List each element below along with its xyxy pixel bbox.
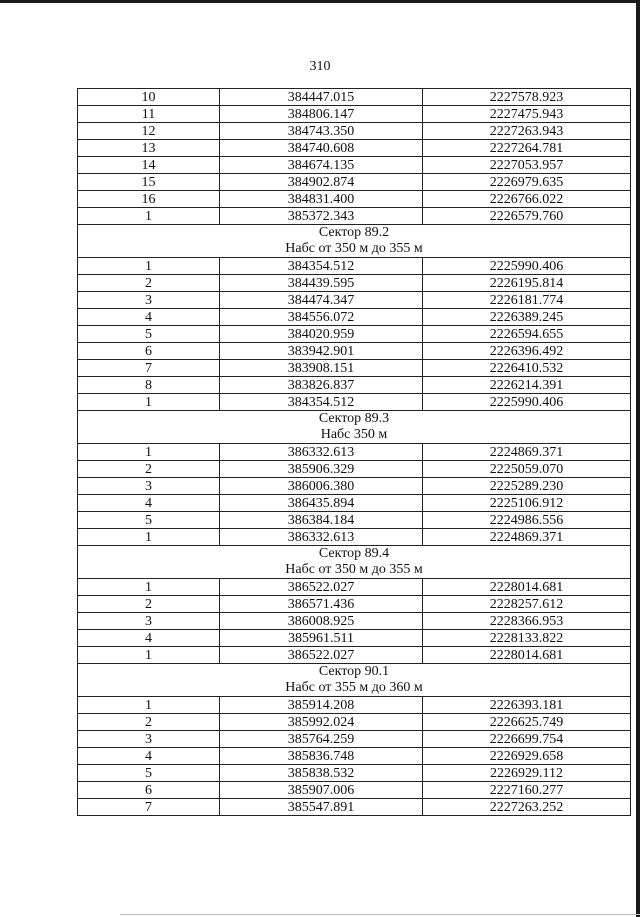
x-coordinate-cell: 384354.512 [220, 258, 423, 275]
x-coordinate-cell: 386522.027 [220, 579, 423, 596]
x-coordinate-cell: 383942.901 [220, 343, 423, 360]
page-number: 310 [309, 59, 331, 74]
section-header-row [78, 664, 631, 697]
y-coordinate-cell: 2226214.391 [423, 377, 631, 394]
point-number-cell: 3 [78, 731, 220, 748]
x-coordinate-cell: 385838.532 [220, 765, 423, 782]
table-row [78, 461, 631, 478]
point-number-cell: 8 [78, 377, 220, 394]
point-number-cell: 4 [78, 495, 220, 512]
y-coordinate-cell: 2226929.112 [423, 765, 631, 782]
table-row [78, 714, 631, 731]
point-number-cell: 5 [78, 326, 220, 343]
x-coordinate-cell: 384902.874 [220, 174, 423, 191]
point-number-cell: 14 [78, 157, 220, 174]
table-row [78, 647, 631, 664]
x-coordinate-cell: 384740.608 [220, 140, 423, 157]
x-coordinate-cell: 385547.891 [220, 799, 423, 816]
table-row [78, 444, 631, 461]
point-number-cell: 4 [78, 309, 220, 326]
table-row [78, 529, 631, 546]
point-number-cell: 1 [78, 697, 220, 714]
x-coordinate-cell: 385907.006 [220, 782, 423, 799]
x-coordinate-cell: 386332.613 [220, 529, 423, 546]
point-number-cell: 13 [78, 140, 220, 157]
y-coordinate-cell: 2226594.655 [423, 326, 631, 343]
point-number-cell: 7 [78, 360, 220, 377]
point-number-cell: 10 [78, 89, 220, 106]
point-number-cell: 1 [78, 579, 220, 596]
scan-border-top [0, 0, 640, 3]
coordinates-table [77, 88, 631, 816]
table-row [78, 495, 631, 512]
x-coordinate-cell: 384556.072 [220, 309, 423, 326]
y-coordinate-cell: 2228014.681 [423, 579, 631, 596]
y-coordinate-cell: 2226929.658 [423, 748, 631, 765]
table-row [78, 157, 631, 174]
point-number-cell: 4 [78, 630, 220, 647]
x-coordinate-cell: 386435.894 [220, 495, 423, 512]
y-coordinate-cell: 2225990.406 [423, 394, 631, 411]
x-coordinate-cell: 383908.151 [220, 360, 423, 377]
x-coordinate-cell: 386008.925 [220, 613, 423, 630]
x-coordinate-cell: 384674.135 [220, 157, 423, 174]
point-number-cell: 6 [78, 343, 220, 360]
point-number-cell: 1 [78, 208, 220, 225]
point-number-cell: 2 [78, 461, 220, 478]
y-coordinate-cell: 2225990.406 [423, 258, 631, 275]
x-coordinate-cell: 384447.015 [220, 89, 423, 106]
table-row [78, 377, 631, 394]
y-coordinate-cell: 2224869.371 [423, 444, 631, 461]
x-coordinate-cell: 384831.400 [220, 191, 423, 208]
scan-border-right [636, 0, 640, 917]
y-coordinate-cell: 2226766.022 [423, 191, 631, 208]
table-row [78, 89, 631, 106]
y-coordinate-cell: 2226625.749 [423, 714, 631, 731]
table-row [78, 596, 631, 613]
point-number-cell: 1 [78, 529, 220, 546]
point-number-cell: 3 [78, 292, 220, 309]
x-coordinate-cell: 383826.837 [220, 377, 423, 394]
point-number-cell: 15 [78, 174, 220, 191]
y-coordinate-cell: 2226979.635 [423, 174, 631, 191]
x-coordinate-cell: 384354.512 [220, 394, 423, 411]
table-row [78, 748, 631, 765]
y-coordinate-cell: 2225059.070 [423, 461, 631, 478]
y-coordinate-cell: 2228366.953 [423, 613, 631, 630]
y-coordinate-cell: 2227053.957 [423, 157, 631, 174]
y-coordinate-cell: 2227263.943 [423, 123, 631, 140]
x-coordinate-cell: 384439.595 [220, 275, 423, 292]
section-header-row [78, 225, 631, 258]
table-row [78, 394, 631, 411]
coordinates-table-body [78, 89, 631, 816]
y-coordinate-cell: 2224986.556 [423, 512, 631, 529]
x-coordinate-cell: 384743.350 [220, 123, 423, 140]
point-number-cell: 1 [78, 647, 220, 664]
scan-border-bottom [120, 914, 640, 915]
y-coordinate-cell: 2227160.277 [423, 782, 631, 799]
table-row [78, 309, 631, 326]
section-header-row [78, 411, 631, 444]
table-row [78, 799, 631, 816]
table-row [78, 731, 631, 748]
x-coordinate-cell: 386006.380 [220, 478, 423, 495]
point-number-cell: 7 [78, 799, 220, 816]
table-row [78, 512, 631, 529]
y-coordinate-cell: 2226181.774 [423, 292, 631, 309]
point-number-cell: 1 [78, 394, 220, 411]
table-row [78, 579, 631, 596]
point-number-cell: 1 [78, 258, 220, 275]
section-header-cell [78, 664, 631, 697]
point-number-cell: 5 [78, 512, 220, 529]
y-coordinate-cell: 2225106.912 [423, 495, 631, 512]
table-row [78, 191, 631, 208]
section-header-row [78, 546, 631, 579]
table-row [78, 478, 631, 495]
sector-title: Сектор 89.2 [318, 225, 390, 240]
table-row [78, 326, 631, 343]
y-coordinate-cell: 2228133.822 [423, 630, 631, 647]
x-coordinate-cell: 386332.613 [220, 444, 423, 461]
y-coordinate-cell: 2226410.532 [423, 360, 631, 377]
table-row [78, 613, 631, 630]
point-number-cell: 6 [78, 782, 220, 799]
table-row [78, 174, 631, 191]
table-row [78, 782, 631, 799]
x-coordinate-cell: 385961.511 [220, 630, 423, 647]
table-row [78, 208, 631, 225]
x-coordinate-cell: 386522.027 [220, 647, 423, 664]
table-row [78, 140, 631, 157]
point-number-cell: 2 [78, 714, 220, 731]
sector-altitude: Набс от 350 м до 355 м [285, 562, 423, 577]
sector-title: Сектор 89.4 [318, 546, 390, 561]
y-coordinate-cell: 2228257.612 [423, 596, 631, 613]
point-number-cell: 3 [78, 478, 220, 495]
table-row [78, 106, 631, 123]
x-coordinate-cell: 385906.329 [220, 461, 423, 478]
y-coordinate-cell: 2226396.492 [423, 343, 631, 360]
x-coordinate-cell: 385764.259 [220, 731, 423, 748]
section-header-cell [78, 411, 631, 444]
table-row [78, 292, 631, 309]
section-header-cell [78, 546, 631, 579]
y-coordinate-cell: 2224869.371 [423, 529, 631, 546]
table-row [78, 360, 631, 377]
table-row [78, 765, 631, 782]
x-coordinate-cell: 384020.959 [220, 326, 423, 343]
y-coordinate-cell: 2225289.230 [423, 478, 631, 495]
table-row [78, 630, 631, 647]
section-header-cell [78, 225, 631, 258]
point-number-cell: 16 [78, 191, 220, 208]
x-coordinate-cell: 385992.024 [220, 714, 423, 731]
y-coordinate-cell: 2226579.760 [423, 208, 631, 225]
y-coordinate-cell: 2228014.681 [423, 647, 631, 664]
x-coordinate-cell: 386571.436 [220, 596, 423, 613]
x-coordinate-cell: 385914.208 [220, 697, 423, 714]
y-coordinate-cell: 2227263.252 [423, 799, 631, 816]
y-coordinate-cell: 2226393.181 [423, 697, 631, 714]
point-number-cell: 2 [78, 275, 220, 292]
y-coordinate-cell: 2226389.245 [423, 309, 631, 326]
sector-altitude: Набс от 355 м до 360 м [285, 680, 423, 695]
point-number-cell: 12 [78, 123, 220, 140]
x-coordinate-cell: 386384.184 [220, 512, 423, 529]
sector-title: Сектор 89.3 [318, 411, 390, 426]
point-number-cell: 4 [78, 748, 220, 765]
y-coordinate-cell: 2227578.923 [423, 89, 631, 106]
sector-title: Сектор 90.1 [318, 664, 390, 679]
sector-altitude: Набс 350 м [320, 427, 388, 442]
y-coordinate-cell: 2226195.814 [423, 275, 631, 292]
sector-altitude: Набс от 350 м до 355 м [285, 241, 423, 256]
point-number-cell: 11 [78, 106, 220, 123]
table-row [78, 123, 631, 140]
point-number-cell: 3 [78, 613, 220, 630]
table-row [78, 697, 631, 714]
x-coordinate-cell: 385372.343 [220, 208, 423, 225]
point-number-cell: 5 [78, 765, 220, 782]
x-coordinate-cell: 385836.748 [220, 748, 423, 765]
y-coordinate-cell: 2227264.781 [423, 140, 631, 157]
point-number-cell: 2 [78, 596, 220, 613]
y-coordinate-cell: 2227475.943 [423, 106, 631, 123]
y-coordinate-cell: 2226699.754 [423, 731, 631, 748]
table-row [78, 258, 631, 275]
x-coordinate-cell: 384474.347 [220, 292, 423, 309]
table-row [78, 343, 631, 360]
point-number-cell: 1 [78, 444, 220, 461]
table-row [78, 275, 631, 292]
x-coordinate-cell: 384806.147 [220, 106, 423, 123]
